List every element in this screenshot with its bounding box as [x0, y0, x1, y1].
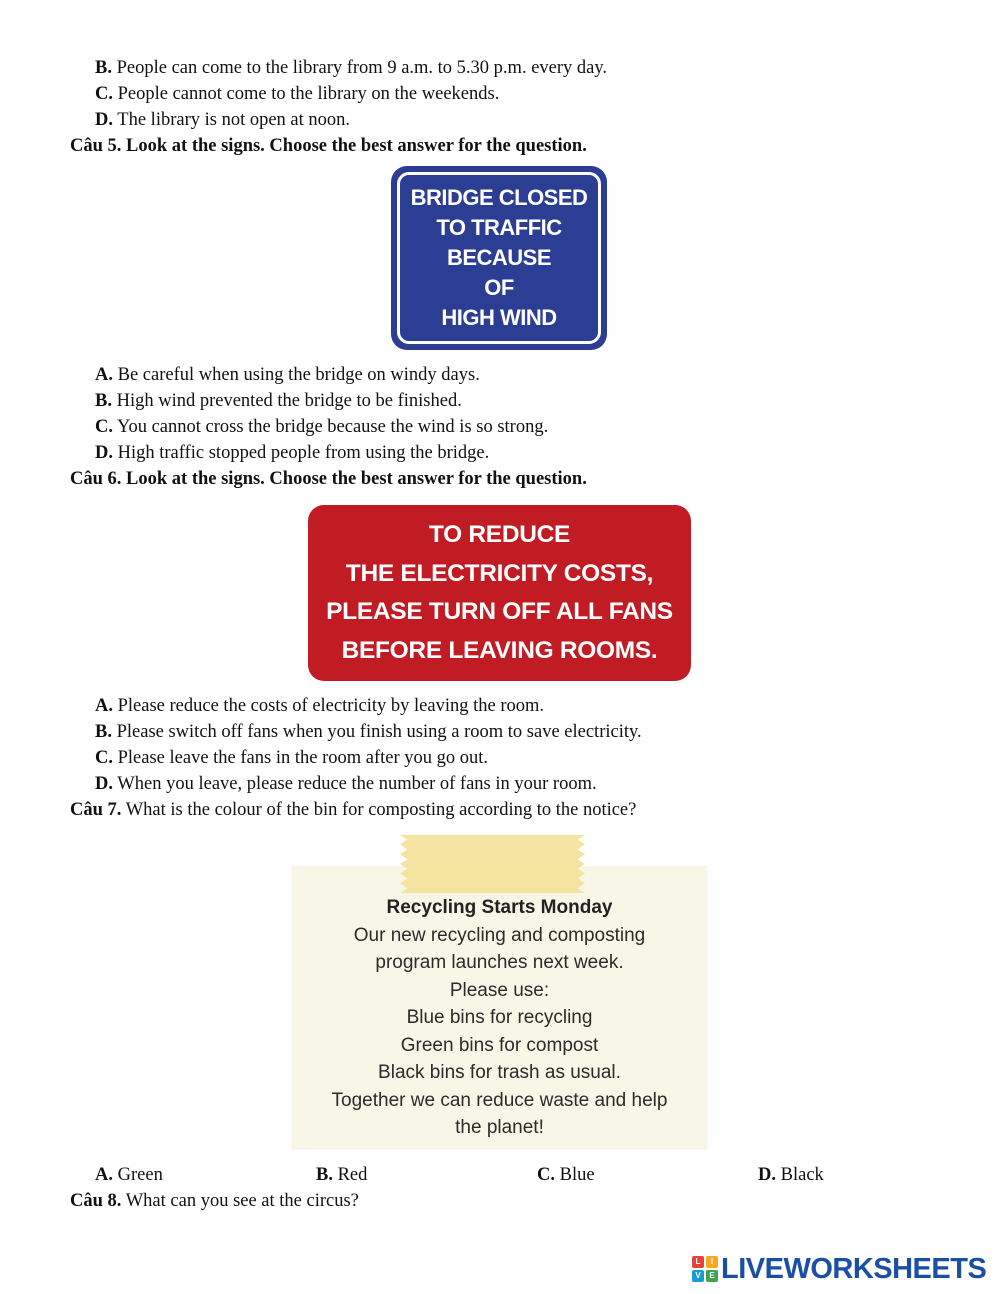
liveworksheets-logo[interactable] [692, 1252, 986, 1286]
q7-option-b[interactable]: B. Red [316, 1165, 368, 1185]
notice-line: Black bins for trash as usual. [378, 1062, 621, 1083]
notice-line: Together we can reduce waste and help [331, 1090, 668, 1111]
electricity-sign [308, 505, 691, 681]
q4-option-c[interactable]: C. People cannot come to the library on the weekends. [95, 84, 500, 104]
sign-line: BEFORE LEAVING ROOMS. [341, 636, 658, 664]
sign-line: PLEASE TURN OFF ALL FANS [326, 598, 673, 625]
recycling-notice [292, 866, 707, 1148]
notice-line: Green bins for compost [400, 1035, 599, 1056]
sign-line: TO TRAFFIC [436, 215, 562, 240]
q6-title: Câu 6. Look at the signs. Choose the best answer for the question. [70, 469, 587, 489]
q5-option-b[interactable]: B. High wind prevented the bridge to be finished. [95, 391, 462, 411]
notice-line: Our new recycling and composting [353, 925, 646, 946]
q6-option-c[interactable]: C. Please leave the fans in the room after you go out. [95, 748, 489, 768]
sign-line: THE ELECTRICITY COSTS, [345, 559, 654, 587]
tape-strip [400, 835, 585, 893]
notice-line: Blue bins for recycling [406, 1007, 593, 1028]
q6-option-b[interactable]: B. Please switch off fans when you finish using a room to save electricity. [95, 722, 642, 742]
q7-question: Câu 7. What is the colour of the bin for composting according to the notice? [70, 800, 637, 820]
q4-option-d[interactable]: D. The library is not open at noon. [95, 110, 351, 130]
q8-question: Câu 8. What can you see at the circus? [70, 1191, 359, 1211]
sign-line: BECAUSE [446, 245, 552, 270]
q5-option-a[interactable]: A. Be careful when using the bridge on windy days. [95, 365, 480, 385]
notice-line: Please use: [449, 980, 550, 1001]
q5-option-d[interactable]: D. High traffic stopped people from using the bridge. [95, 443, 490, 463]
notice-title: Recycling Starts Monday [386, 897, 613, 918]
logo-icon: L I V E [692, 1256, 718, 1282]
q6-option-a[interactable]: A. Please reduce the costs of electricity by leaving the room. [95, 696, 545, 716]
sign-line: OF [484, 275, 514, 300]
logo-text: LIVEWORKSHEETS [721, 1252, 987, 1285]
q7-option-d[interactable]: D. Black [758, 1165, 824, 1185]
q5-option-c[interactable]: C. You cannot cross the bridge because the wind is so strong. [95, 417, 549, 437]
sign-line: HIGH WIND [441, 305, 557, 330]
sign-line: BRIDGE CLOSED [410, 185, 588, 210]
bridge-closed-sign [391, 166, 607, 350]
q5-title: Câu 5. Look at the signs. Choose the best answer for the question. [70, 136, 587, 156]
notice-line: program launches next week. [375, 952, 624, 973]
q6-option-d[interactable]: D. When you leave, please reduce the number of fans in your room. [95, 774, 597, 794]
q7-option-a[interactable]: A. Green [95, 1165, 163, 1185]
q4-option-b[interactable]: B. People can come to the library from 9 a.m. to 5.30 p.m. every day. [95, 58, 608, 78]
q7-option-c[interactable]: C. Blue [537, 1165, 595, 1185]
notice-line: the planet! [455, 1117, 544, 1138]
sign-line: TO REDUCE [428, 521, 571, 548]
